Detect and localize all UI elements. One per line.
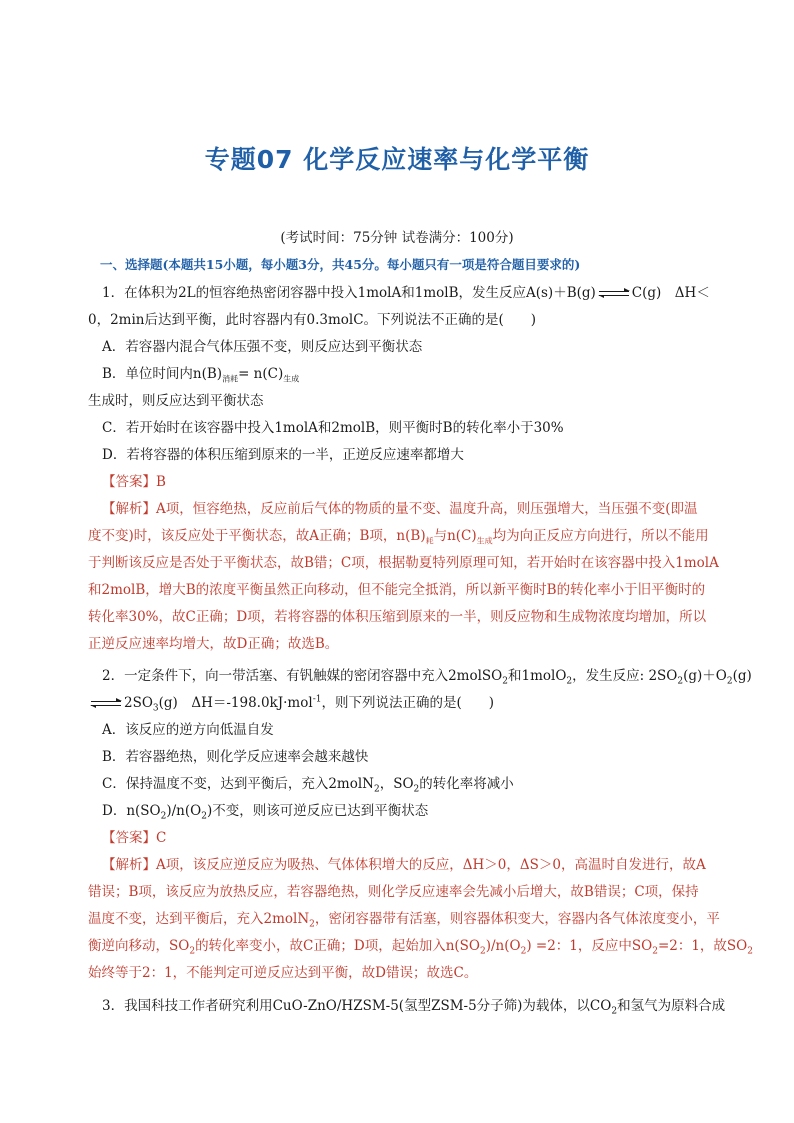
q2-analysis-line-5: 始终等于2：1，不能判定可逆反应达到平衡，故D错误；故选C。 [88,965,478,981]
q2-option-a: A．该反应的逆方向低温自发 [102,722,274,738]
q1-analysis-line-5: 转化率30%，故C正确；D项，若将容器的体积压缩到原来的一半，则反应物和生成物浓度均增加，所以 [88,609,707,625]
q1-option-c: C．若开始时在该容器中投入1molA和2molB，则平衡时B的转化率小于30% [102,420,564,436]
equilibrium-arrow-icon [599,289,629,299]
equilibrium-arrow-icon [91,699,121,709]
section-heading: 一、选择题(本题共15小题，每小题3分，共45分。每小题只有一项是符合题目要求的) [100,257,581,272]
q1-option-b-cont: 生成时，则反应达到平衡状态 [88,393,264,409]
q2-option-b: B．若容器绝热，则化学反应速率会越来越快 [102,749,369,765]
question-1 [88,280,720,658]
q2-stem-line-2: $2SO_3(g)$ ΔH＝-198.0kJ·mol$^{-1}$，则下列说法正确的是( ) [88,690,720,717]
q1-analysis-line-6: 正逆反应速率均增大，故D正确；故选B。 [88,636,339,652]
q1-answer: 【答案】B [102,474,166,490]
q1-analysis-line-2: 度不变)时，该反应处于平衡状态，故A正确；B项，$n(B)_耗$与$n(C)_{生成}$均为向正反应方向进行，所以不能用 [88,528,709,546]
q2-analysis-line-1: 【解析】A项，该反应逆反应为吸热、气体体积增大的反应，ΔH＞0，ΔS＞0，高温时自发进行，故A [102,857,706,873]
q3-stem-line-1: 3．我国科技工作者研究利用CuO-ZnO/HZSM-5(氢型ZSM-5分子筛)为载体，以$CO_2$和氢气为原料合成 [102,998,726,1017]
question-2 [88,663,753,987]
q2-analysis-line-4: 衡逆向移动，$SO_2$的转化率变小，故C正确；D项，起始加入$n(SO_2)/n(O_2) =2$：1，反应中$SO_2=2$：1，故$SO_2$ [88,938,753,957]
q1-analysis-line-3: 于判断该反应是否处于平衡状态，故B错；C项，根据勒夏特列原理可知，若开始时在该容器中投入1molA [88,555,719,571]
q2-analysis-line-3: 温度不变，达到平衡后，充入2molN$_2$，密闭容器带有活塞，则容器体积变大，容器内各气体浓度变小，平 [88,911,720,930]
q1-option-d: D．若将容器的体积压缩到原来的一半，正逆反应速率都增大 [102,447,464,463]
q2-option-c: C．保持温度不变，达到平衡后，充入2molN$_2$，$SO_2$的转化率将减小 [102,776,514,795]
q2-stem-line-1: 2．一定条件下，向一带活塞、有钒触媒的密闭容器中充入2molSO$_2$和1molO$_2$，发生反应: $2SO_2(g)+O_2(g)$ [102,668,752,687]
exam-info: (考试时间：75分钟 试卷满分：100分) [280,230,514,246]
page-title: 专题07 化学反应速率与化学平衡 [204,145,590,174]
q1-analysis-line-4: 和2molB，增大B的浓度平衡虽然正向移动，但不能完全抵消，所以新平衡时B的转化率小于旧平衡时的 [88,582,706,598]
q1-option-a: A．若容器内混合气体压强不变，则反应达到平衡状态 [102,339,423,355]
q1-option-b: B．单位时间内$n(B)_{消耗}= n(C)_{生成}$ [102,366,300,384]
question-3 [88,993,726,1020]
q1-stem-line-2: 0，2min后达到平衡，此时容器内有0.3molC。下列说法不正确的是( ) [88,312,537,328]
q2-analysis-line-2: 错误；B项，该反应为放热反应，若容器绝热，则化学反应速率会先减小后增大，故B错误；C项，保持 [88,884,699,900]
q2-option-d: D．$n(SO_2)/n(O_2)$不变，则该可逆反应已达到平衡状态 [102,803,429,822]
q1-analysis-line-1: 【解析】A项，恒容绝热，反应前后气体的物质的量不变、温度升高，则压强增大，当压强不变(即温 [102,501,698,517]
q2-answer: 【答案】C [102,830,167,846]
q1-stem-line-1: 1．在体积为2L的恒容绝热密闭容器中投入1molA和1molB，发生反应A(s)＋B(g) C(g) ΔH＜ [102,285,710,301]
